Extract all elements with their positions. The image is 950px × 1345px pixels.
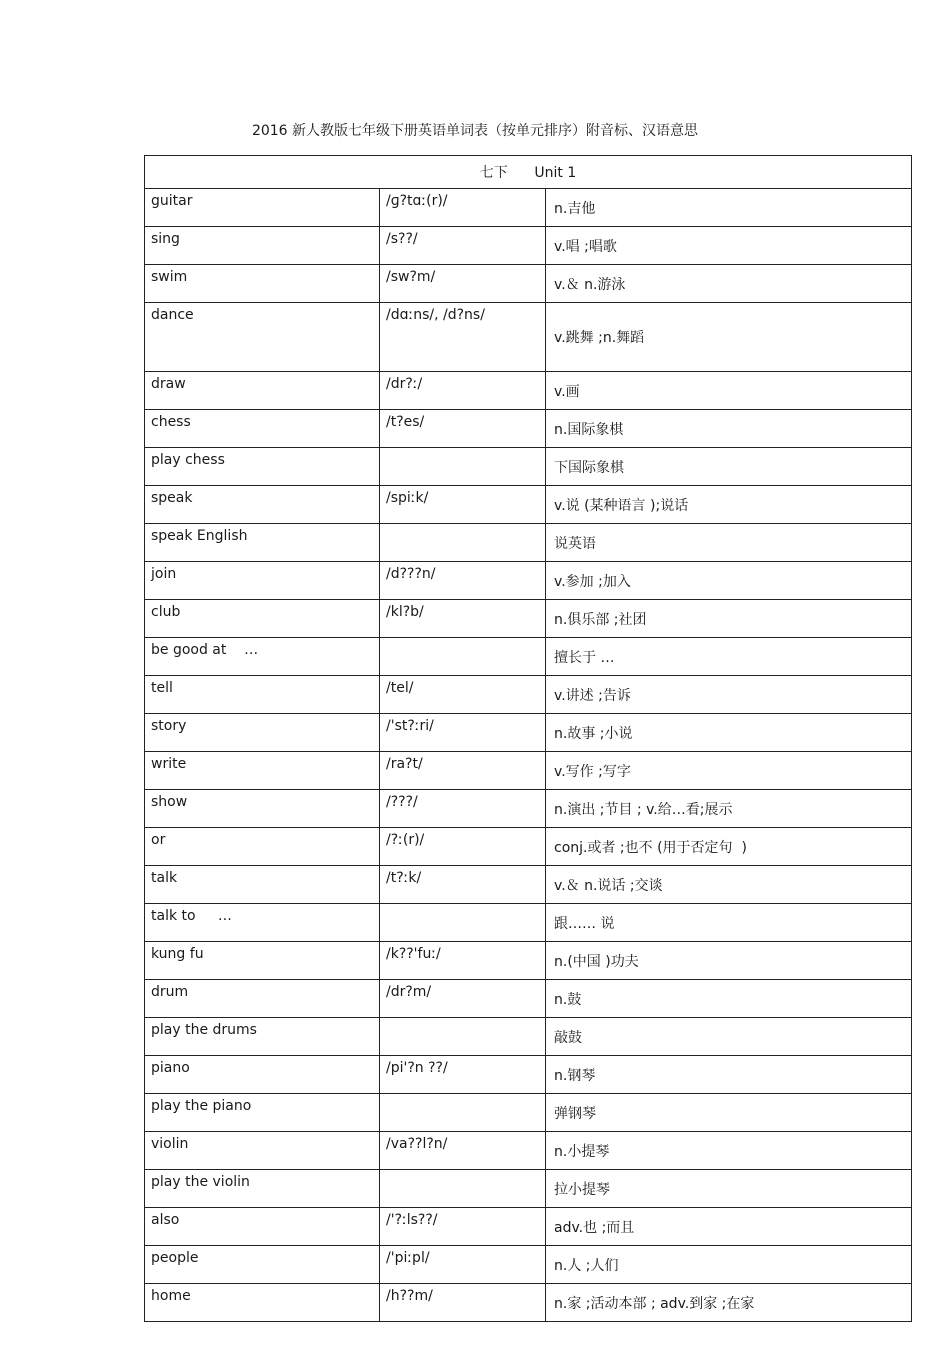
meaning-cell: n.俱乐部 ;社团 (546, 600, 912, 638)
word-cell: play chess (145, 448, 380, 486)
table-row (145, 638, 912, 676)
word-cell: club (145, 600, 380, 638)
phonetic-cell (380, 1170, 546, 1208)
table-row (145, 486, 912, 524)
phonetic-cell: /ra?t/ (380, 752, 546, 790)
word-cell: sing (145, 227, 380, 265)
word-cell: drum (145, 980, 380, 1018)
word-cell: or (145, 828, 380, 866)
table-row (145, 676, 912, 714)
table-row (145, 752, 912, 790)
phonetic-cell (380, 1018, 546, 1056)
meaning-cell: n.故事 ;小说 (546, 714, 912, 752)
table-row (145, 265, 912, 303)
meaning-cell: 敲鼓 (546, 1018, 912, 1056)
meaning-cell: n.(中国 )功夫 (546, 942, 912, 980)
meaning-cell: adv.也 ;而且 (546, 1208, 912, 1246)
meaning-cell: 说英语 (546, 524, 912, 562)
word-cell: talk to … (145, 904, 380, 942)
phonetic-cell: /dr?ː/ (380, 372, 546, 410)
meaning-cell: n.小提琴 (546, 1132, 912, 1170)
phonetic-cell: /tel/ (380, 676, 546, 714)
phonetic-cell: /ɡ?tɑː(r)/ (380, 189, 546, 227)
table-row (145, 410, 912, 448)
meaning-cell: v.跳舞 ;n.舞蹈 (546, 303, 912, 372)
meaning-cell: v.唱 ;唱歌 (546, 227, 912, 265)
phonetic-cell: /s??/ (380, 227, 546, 265)
phonetic-cell: /h??m/ (380, 1284, 546, 1322)
phonetic-cell (380, 638, 546, 676)
table-row (145, 1018, 912, 1056)
phonetic-cell (380, 524, 546, 562)
meaning-cell: n.钢琴 (546, 1056, 912, 1094)
word-cell: people (145, 1246, 380, 1284)
vocabulary-table-body (145, 156, 912, 1322)
phonetic-cell: /sw?m/ (380, 265, 546, 303)
unit-heading: 七下 Unit 1 (145, 156, 912, 189)
word-cell: guitar (145, 189, 380, 227)
word-cell: tell (145, 676, 380, 714)
meaning-cell: v.写作 ;写字 (546, 752, 912, 790)
table-row (145, 562, 912, 600)
table-row (145, 828, 912, 866)
phonetic-cell: /t?es/ (380, 410, 546, 448)
table-row (145, 1094, 912, 1132)
meaning-cell: n.吉他 (546, 189, 912, 227)
meaning-cell: 下国际象棋 (546, 448, 912, 486)
meaning-cell: n.演出 ;节目 ; v.给…看;展示 (546, 790, 912, 828)
meaning-cell: v.讲述 ;告诉 (546, 676, 912, 714)
meaning-cell: v.参加 ;加入 (546, 562, 912, 600)
phonetic-cell (380, 1094, 546, 1132)
word-cell: also (145, 1208, 380, 1246)
meaning-cell: n.国际象棋 (546, 410, 912, 448)
table-row (145, 303, 912, 372)
word-cell: play the violin (145, 1170, 380, 1208)
table-row (145, 1208, 912, 1246)
meaning-cell: v.＆ n.游泳 (546, 265, 912, 303)
phonetic-cell: /spiːk/ (380, 486, 546, 524)
table-row (145, 1132, 912, 1170)
document-title: 2016 新人教版七年级下册英语单词表（按单元排序）附音标、汉语意思 (251, 123, 699, 139)
phonetic-cell: /va??l?n/ (380, 1132, 546, 1170)
phonetic-cell: /pi'?n ??/ (380, 1056, 546, 1094)
meaning-cell: v.画 (546, 372, 912, 410)
word-cell: play the drums (145, 1018, 380, 1056)
phonetic-cell: /'st?ːri/ (380, 714, 546, 752)
word-cell: write (145, 752, 380, 790)
word-cell: home (145, 1284, 380, 1322)
phonetic-cell: /dr?m/ (380, 980, 546, 1018)
word-cell: kung fu (145, 942, 380, 980)
table-row (145, 524, 912, 562)
word-cell: show (145, 790, 380, 828)
table-row (145, 904, 912, 942)
meaning-cell: n.人 ;人们 (546, 1246, 912, 1284)
phonetic-cell: /k??'fuː/ (380, 942, 546, 980)
table-row (145, 448, 912, 486)
phonetic-cell: /dɑːns/, /d?ns/ (380, 303, 546, 372)
meaning-cell: n.家 ;活动本部 ; adv.到家 ;在家 (546, 1284, 912, 1322)
table-row (145, 189, 912, 227)
meaning-cell: 擅长于 … (546, 638, 912, 676)
table-row (145, 942, 912, 980)
phonetic-cell: /d???n/ (380, 562, 546, 600)
word-cell: speak (145, 486, 380, 524)
table-row (145, 1246, 912, 1284)
table-row (145, 980, 912, 1018)
table-row (145, 600, 912, 638)
meaning-cell: v.＆ n.说话 ;交谈 (546, 866, 912, 904)
table-row (145, 227, 912, 265)
table-row (145, 1284, 912, 1322)
phonetic-cell (380, 904, 546, 942)
word-cell: dance (145, 303, 380, 372)
meaning-cell: 跟…… 说 (546, 904, 912, 942)
phonetic-cell: /?ː(r)/ (380, 828, 546, 866)
word-cell: talk (145, 866, 380, 904)
word-cell: swim (145, 265, 380, 303)
meaning-cell: 拉小提琴 (546, 1170, 912, 1208)
table-row (145, 372, 912, 410)
word-cell: be good at … (145, 638, 380, 676)
table-row (145, 1170, 912, 1208)
table-row (145, 866, 912, 904)
word-cell: join (145, 562, 380, 600)
word-cell: play the piano (145, 1094, 380, 1132)
phonetic-cell: /kl?b/ (380, 600, 546, 638)
word-cell: piano (145, 1056, 380, 1094)
phonetic-cell: /'piːpl/ (380, 1246, 546, 1284)
phonetic-cell: /t?ːk/ (380, 866, 546, 904)
unit-heading-row (145, 156, 912, 189)
vocabulary-table (144, 155, 912, 1322)
phonetic-cell (380, 448, 546, 486)
table-row (145, 1056, 912, 1094)
meaning-cell: 弹钢琴 (546, 1094, 912, 1132)
meaning-cell: v.说 (某种语言 );说话 (546, 486, 912, 524)
meaning-cell: conj.或者 ;也不 (用于否定句 ) (546, 828, 912, 866)
phonetic-cell: /'?ːls??/ (380, 1208, 546, 1246)
word-cell: story (145, 714, 380, 752)
word-cell: draw (145, 372, 380, 410)
meaning-cell: n.鼓 (546, 980, 912, 1018)
table-row (145, 790, 912, 828)
word-cell: chess (145, 410, 380, 448)
phonetic-cell: /???/ (380, 790, 546, 828)
word-cell: speak English (145, 524, 380, 562)
table-row (145, 714, 912, 752)
word-cell: violin (145, 1132, 380, 1170)
